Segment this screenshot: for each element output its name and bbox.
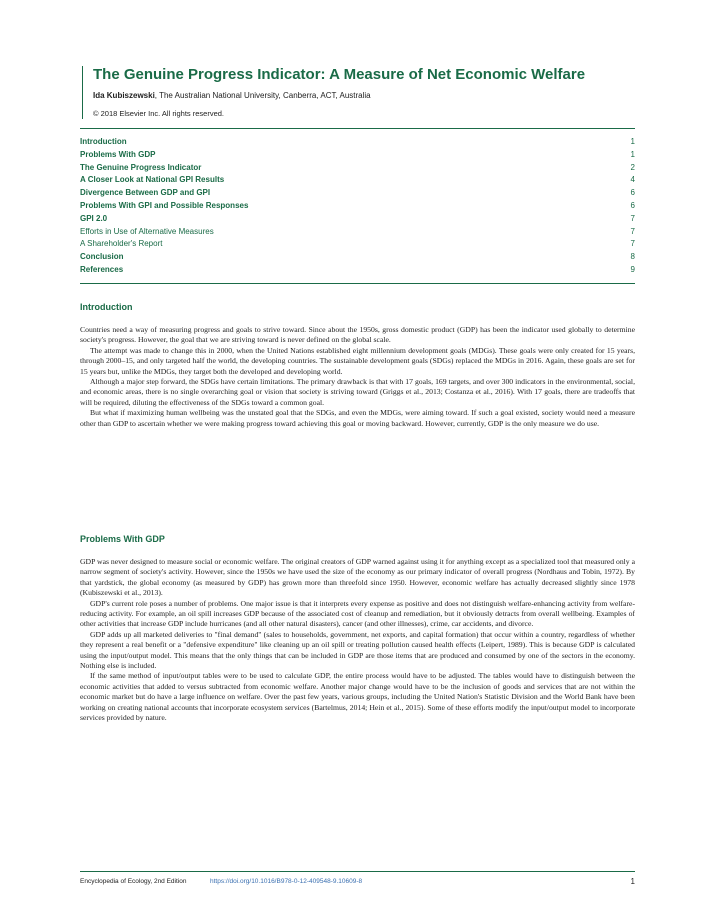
paragraph: But what if maximizing human wellbeing was the unstated goal that the SDGs, and even the MDGs, were aiming toward. If such a goal existed, society would need a measure other than GDP to ascertain whether we were making progress toward achieving this goal or moving backward. However, currently, GDP is the only measure we do use.	[80, 408, 635, 428]
section-heading-introduction: Introduction	[80, 302, 133, 312]
author-name: Ida Kubiszewski	[93, 91, 155, 100]
footer-divider	[80, 871, 635, 872]
author-line	[93, 91, 653, 101]
toc-item-problems-with-gpi[interactable]: Problems With GPI and Possible Responses 6	[80, 200, 635, 210]
toc-item-shareholders-report[interactable]: A Shareholder's Report 7	[80, 239, 635, 249]
toc-item-genuine-progress-indicator[interactable]: The Genuine Progress Indicator 2	[80, 162, 635, 172]
paragraph: The attempt was made to change this in 2000, when the United Nations established eight millennium development goals (MDGs). These goals were only created for 15 years, through 2000–15, and only targeted half the world, the developing countries. The sustainable development goals (SDGs) replaced the MDGs in 2016. Again, these goals are set for 15 years but, unlike the MDGs, they target both the developed and developing world.	[80, 345, 635, 376]
section-heading-problems-with-gdp: Problems With GDP	[80, 534, 165, 544]
toc-item-closer-look[interactable]: A Closer Look at National GPI Results 4	[80, 175, 635, 185]
article-header	[82, 66, 653, 119]
copyright-notice: © 2018 Elsevier Inc. All rights reserved.	[93, 109, 225, 118]
table-of-contents	[80, 128, 635, 284]
author-affiliation: , The Australian National University, Canberra, ACT, Australia	[154, 91, 371, 100]
article-title: The Genuine Progress Indicator: A Measure of Net Economic Welfare	[93, 66, 586, 83]
toc-item-problems-with-gdp[interactable]: Problems With GDP 1	[80, 149, 635, 159]
page-number: 1	[630, 877, 635, 886]
toc-item-references[interactable]: References 9	[80, 264, 635, 274]
introduction-body	[80, 325, 635, 429]
paragraph: Although a major step forward, the SDGs have certain limitations. The primary drawback is that with 17 goals, 169 targets, and over 300 indicators in the environmental, social, and economic areas, there is no single overarching goal or vision that society is striving toward (Griggs et al., 2013; Costanza et al., 2016). With 17 goals, there are tradeoffs that will be required, diluting the effectiveness of the SDGs toward a common goal.	[80, 377, 635, 407]
problems-body	[80, 557, 635, 724]
toc-item-conclusion[interactable]: Conclusion 8	[80, 252, 635, 262]
paragraph: Countries need a way of measuring progress and goals to strive toward. Since about the 1950s, gross domestic product (GDP) has been the indicator used globally to determine society's progress. However, the goal that we are striving toward is never defined on the global scale.	[80, 325, 635, 345]
paragraph: GDP's current role poses a number of problems. One major issue is that it interprets every expense as positive and does not distinguish welfare-enhancing activity from welfare-reducing activity. For example, an oil spill increases GDP because of the associated cost of cleanup and remediation, but it obviously detracts from overall wellbeing. Examples of other activities that increase GDP include hurricanes (and all other natural disasters), cancer (and other illnesses), crime, car accidents, and divorce.	[80, 598, 635, 629]
toc-item-efforts[interactable]: Efforts in Use of Alternative Measures 7	[80, 226, 635, 236]
paragraph: GDP adds up all marketed deliveries to "final demand" (sales to households, government, net exports, and capital formation) that occur within a country, regardless of whether they represent a real benefit or a "defensive expenditure" like cleaning up an oil spill or treating pollution caused health effects (Leipert, 1989). This is because GDP is calculated using the input/output model. This means that the only things that can be included in GDP are those items that are produced and consumed by one of the sectors in the economy. Nothing else is included.	[80, 629, 635, 671]
footer-doi-link[interactable]: https://doi.org/10.1016/B978-0-12-409548-9.10609-8	[210, 878, 363, 885]
toc-item-divergence[interactable]: Divergence Between GDP and GPI 6	[80, 188, 635, 198]
paragraph: If the same method of input/output tables were to be used to calculate GDP, the entire process would have to be adjusted. The tables would have to distinguish between the economic activities that added to versus subtracted from economic welfare. Another major change would have to be the inclusion of goods and services that are not within the economic market but do have a large influence on welfare. Over the past few years, various groups, including the United Nation's Statistic Division and the World Bank have been working on creating national accounts that incorporate ecosystem services (Bartelmus, 2014; Hein et al., 2015). Some of these efforts modify the input/output model to incorporate services provided by nature.	[80, 671, 635, 723]
paragraph: GDP was never designed to measure social or economic welfare. The original creators of GDP warned against using it for anything except as a specialized tool that measured only a narrow segment of society's activity. However, since the 1950s we have used the size of the economy as our primary indicator of overall progress (Nordhaus and Tobin, 1972). By that yardstick, the global economy (as measured by GDP) has grown more than threefold since 1950. However, economic welfare has actually decreased slightly since 1978 (Kubiszewski et al., 2013).	[80, 557, 635, 598]
toc-item-introduction[interactable]: Introduction 1	[80, 137, 635, 146]
footer-journal: Encyclopedia of Ecology, 2nd Edition	[80, 878, 187, 885]
toc-item-gpi-2[interactable]: GPI 2.0 7	[80, 213, 635, 223]
